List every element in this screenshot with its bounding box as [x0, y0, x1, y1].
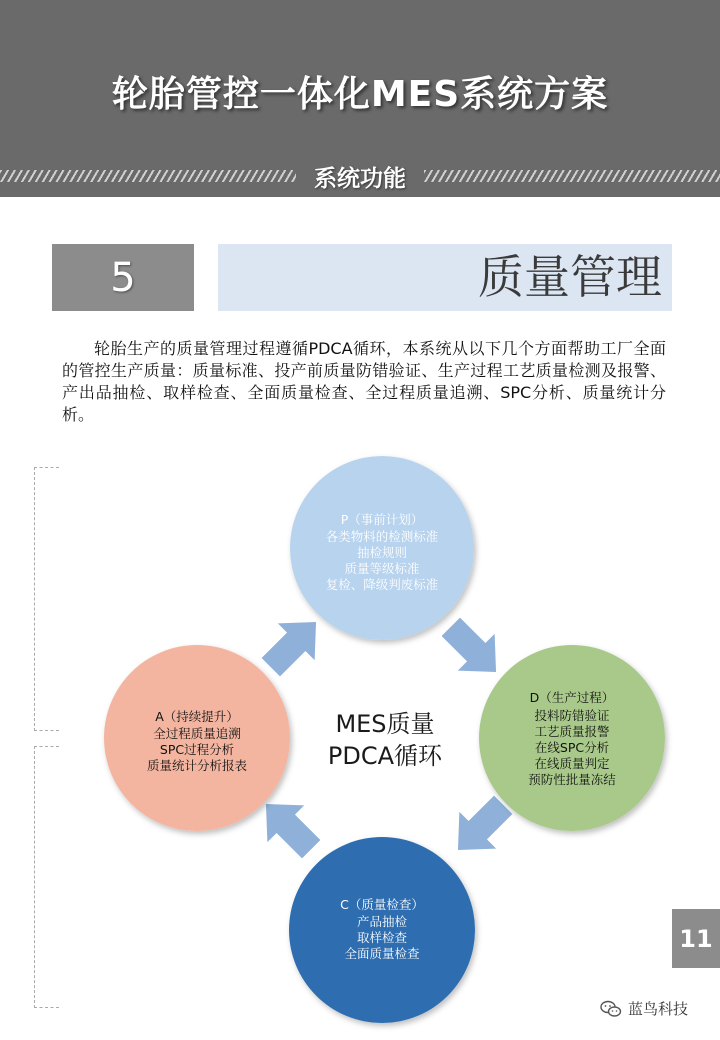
brand-name: 蓝鸟科技 [628, 1000, 689, 1018]
d-do-node [479, 645, 665, 831]
d-item-5: 预防性批量冻结 [528, 772, 616, 787]
a-item-2: SPC过程分析 [159, 742, 235, 757]
p-plan-node [290, 456, 474, 640]
center-label-line-2: PDCA循环 [327, 742, 443, 770]
c-item-3: 全面质量检查 [344, 946, 420, 961]
c-item-1: 产品抽检 [356, 914, 408, 929]
c-item-2: 取样检查 [356, 930, 408, 945]
p-item-3: 质量等级标准 [344, 561, 420, 576]
d-item-3: 在线SPC分析 [534, 740, 610, 755]
section-title-box [218, 244, 672, 311]
decorative-stripe-left [0, 170, 296, 182]
c-title: C（质量检查） [340, 897, 424, 912]
d-item-2: 工艺质量报警 [534, 724, 610, 739]
subtitle: 系统功能 [314, 166, 406, 192]
p-item-1: 各类物料的检测标准 [325, 529, 439, 544]
page-number: 11 [672, 909, 720, 968]
center-label-line-1: MES质量 [335, 710, 435, 738]
p-title: P（事前计划） [340, 512, 424, 527]
a-item-1: 全过程质量追溯 [153, 726, 241, 741]
a-title: A（持续提升） [155, 709, 239, 724]
section-number: 5 [52, 244, 194, 311]
decorative-stripe-right [424, 170, 720, 182]
header-banner [0, 0, 720, 197]
a-item-3: 质量统计分析报表 [146, 758, 248, 773]
d-item-4: 在线质量判定 [534, 756, 610, 771]
wechat-icon [600, 1000, 622, 1018]
section-title: 质量管理 [478, 250, 662, 304]
main-title: 轮胎管控一体化MES系统方案 [111, 74, 609, 115]
d-item-1: 投料防错验证 [534, 708, 610, 723]
p-item-2: 抽检规则 [356, 545, 408, 560]
a-act-node [104, 645, 290, 831]
brand [600, 998, 688, 1019]
d-title: D（生产过程） [529, 690, 615, 705]
p-item-4: 复检、降级判废标准 [325, 577, 439, 592]
pdca-diagram [0, 440, 720, 1040]
intro-paragraph: 轮胎生产的质量管理过程遵循PDCA循环，本系统从以下几个方面帮助工厂全面的管控生产质量：质量标准、投产前质量防错验证、生产过程工艺质量检测及报警、产出品抽检、取样检查、全面质量检查、全过程质量追溯、SPC分析、质量统计分析。 [62, 339, 666, 424]
c-check-node [289, 837, 475, 1023]
